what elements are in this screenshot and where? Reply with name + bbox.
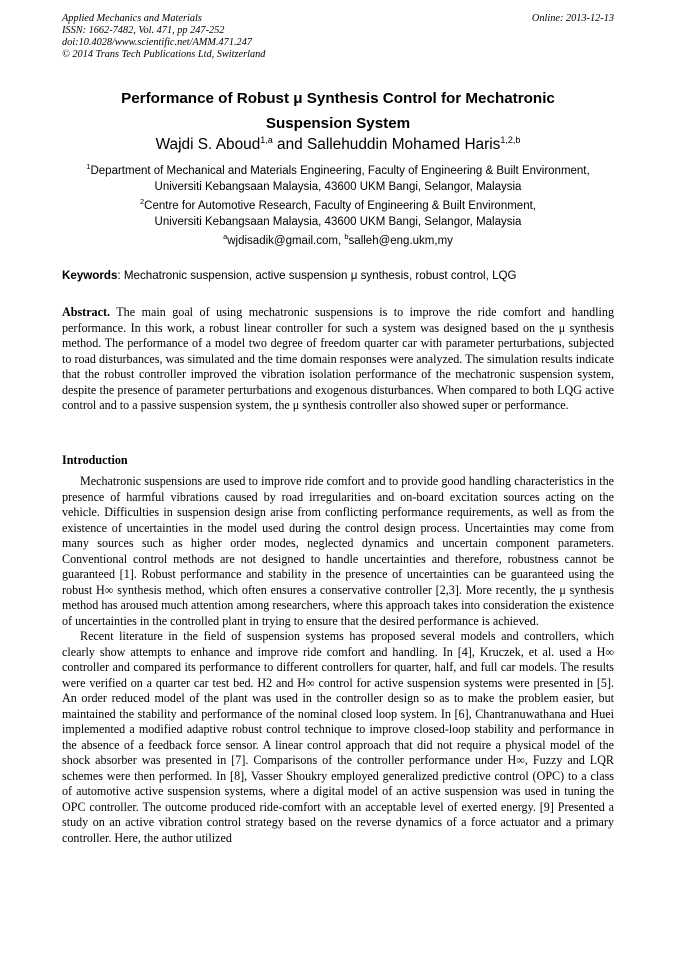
keywords-text: : Mechatronic suspension, active suspension μ synthesis, robust control, LQG bbox=[117, 269, 517, 282]
journal-doi: doi:10.4028/www.scientific.net/AMM.471.247 bbox=[62, 37, 252, 48]
affiliation-1-line-1: Department of Mechanical and Materials Engineering, Faculty of Engineering & Built Environment, bbox=[90, 165, 590, 177]
author-2-affiliation-mark: 1,2,b bbox=[500, 134, 521, 145]
journal-copyright: © 2014 Trans Tech Publications Ltd, Switzerland bbox=[62, 49, 266, 60]
author-2: Sallehuddin Mohamed Haris bbox=[307, 136, 501, 153]
journal-issn: ISSN: 1662-7482, Vol. 471, pp 247-252 bbox=[62, 25, 225, 36]
paper-title bbox=[62, 86, 614, 136]
affiliation-2-line-1: Centre for Automotive Research, Faculty of Engineering & Built Environment, bbox=[144, 200, 536, 212]
introduction-paragraph-1: Mechatronic suspensions are used to improve ride comfort and to provide good handling characteristics in the presence of harmful vibrations caused by road irregularities and on-board excitation sources acting on the vehicle. Difficulties in suspension design arise from conflicting performance requirements, as well as from the existence of uncertainties in the model used during the control design process. Uncertainties may come from many sources such as higher order modes, neglected dynamics and uncertain component parameters. Conventional control methods are not designed to handle uncertainties and therefore, robustness cannot be guaranteed [1]. Robust performance and stability in the presence of uncertainties can be guaranteed using the robust H∞ synthesis method, which often ensures a conservative controller [2,3]. More recently, the μ synthesis method has aroused much attention among researchers, where this approach takes into consideration the existence of uncertainties in the controlled plant in trying to ensure that the desired performance is achieved. bbox=[62, 474, 614, 628]
affiliation-1 bbox=[62, 163, 614, 195]
author-list bbox=[62, 135, 614, 155]
affiliation-2 bbox=[62, 198, 614, 230]
email-a[interactable]: wjdisadik@gmail.com, bbox=[227, 235, 345, 247]
author-1: Wajdi S. Aboud bbox=[155, 136, 261, 153]
email-b[interactable]: salleh@eng.ukm,my bbox=[348, 235, 453, 247]
section-heading-introduction: Introduction bbox=[62, 453, 128, 467]
abstract bbox=[62, 305, 614, 414]
author-connector: and bbox=[272, 136, 308, 153]
journal-name: Applied Mechanics and Materials bbox=[62, 13, 202, 24]
author-1-affiliation-mark: 1,a bbox=[260, 134, 273, 145]
keywords-label: Keywords bbox=[62, 269, 118, 282]
title-line-1: Performance of Robust μ Synthesis Control for Mechatronic bbox=[121, 90, 555, 107]
affiliation-2-line-2: Universiti Kebangsaan Malaysia, 43600 UKM Bangi, Selangor, Malaysia bbox=[154, 216, 522, 228]
introduction-body bbox=[62, 474, 614, 846]
email-b-mark: b bbox=[344, 232, 349, 242]
title-line-2: Suspension System bbox=[265, 115, 411, 132]
affiliation-1-line-2: Universiti Kebangsaan Malaysia, 43600 UKM Bangi, Selangor, Malaysia bbox=[154, 181, 522, 193]
introduction-paragraph-2: Recent literature in the field of suspension systems has proposed several models and controllers, which clearly show attempts to enhance and improve ride comfort and handling. In [4], Kruczek, et al. used a H∞ controller and compared its performance to different controllers for quarter, half, and full car models. The results were verified on a quarter car test bed. H2 and H∞ control for active suspension systems were presented in [5]. An order reduced model of the plant was used in the controller design so as to make the problem easier, but maintained the stability and performance of the nominal closed loop system. In [6], Chantranuwathana and Huei implemented a modified adaptive robust control technique to improve closed-loop stability and performance in the absence of a feedback force sensor. A linear control approach that did not require a physical model of the shock absorber was presented in [7]. Comparisons of the controller performance under H∞, Fuzzy and LQR schemes were then performed. In [8], Vasser Shoukry employed generalized predictive control (OPC) to a class of automotive active suspension systems, where a digital model of an active suspension was used in tuning the OPC controller. The outcome produced ride-comfort with an acceptable level of exerted energy. [9] Presented a study on an active vibration control strategy based on the reverse dynamics of a force actuator and a primary controller. Here, the author utilized bbox=[62, 629, 614, 845]
abstract-text: The main goal of using mechatronic suspensions is to improve the ride comfort and handling performance. In this work, a robust linear controller for such a system was designed based on the μ synthesis method. The performance of a model two degree of freedom quarter car with parameter perturbations, subjected to road disturbances, was simulated and the time domain responses were analyzed. The simulation results indicate that the robust controller improved the vibration isolation performance of the mechatronic suspension system, despite the presence of parameter perturbations and exogenous disturbances. When compared to both LQG active control and to a passive suspension system, the μ synthesis controller also showed super or performance. bbox=[62, 305, 614, 412]
keywords bbox=[62, 268, 622, 284]
affiliation-2-mark: 2 bbox=[139, 197, 145, 207]
email-a-mark: a bbox=[223, 232, 228, 242]
journal-header bbox=[62, 13, 614, 61]
abstract-label: Abstract. bbox=[62, 305, 111, 319]
affiliation-1-mark: 1 bbox=[86, 162, 91, 172]
author-emails bbox=[62, 233, 614, 249]
online-date: Online: 2013-12-13 bbox=[531, 13, 614, 24]
